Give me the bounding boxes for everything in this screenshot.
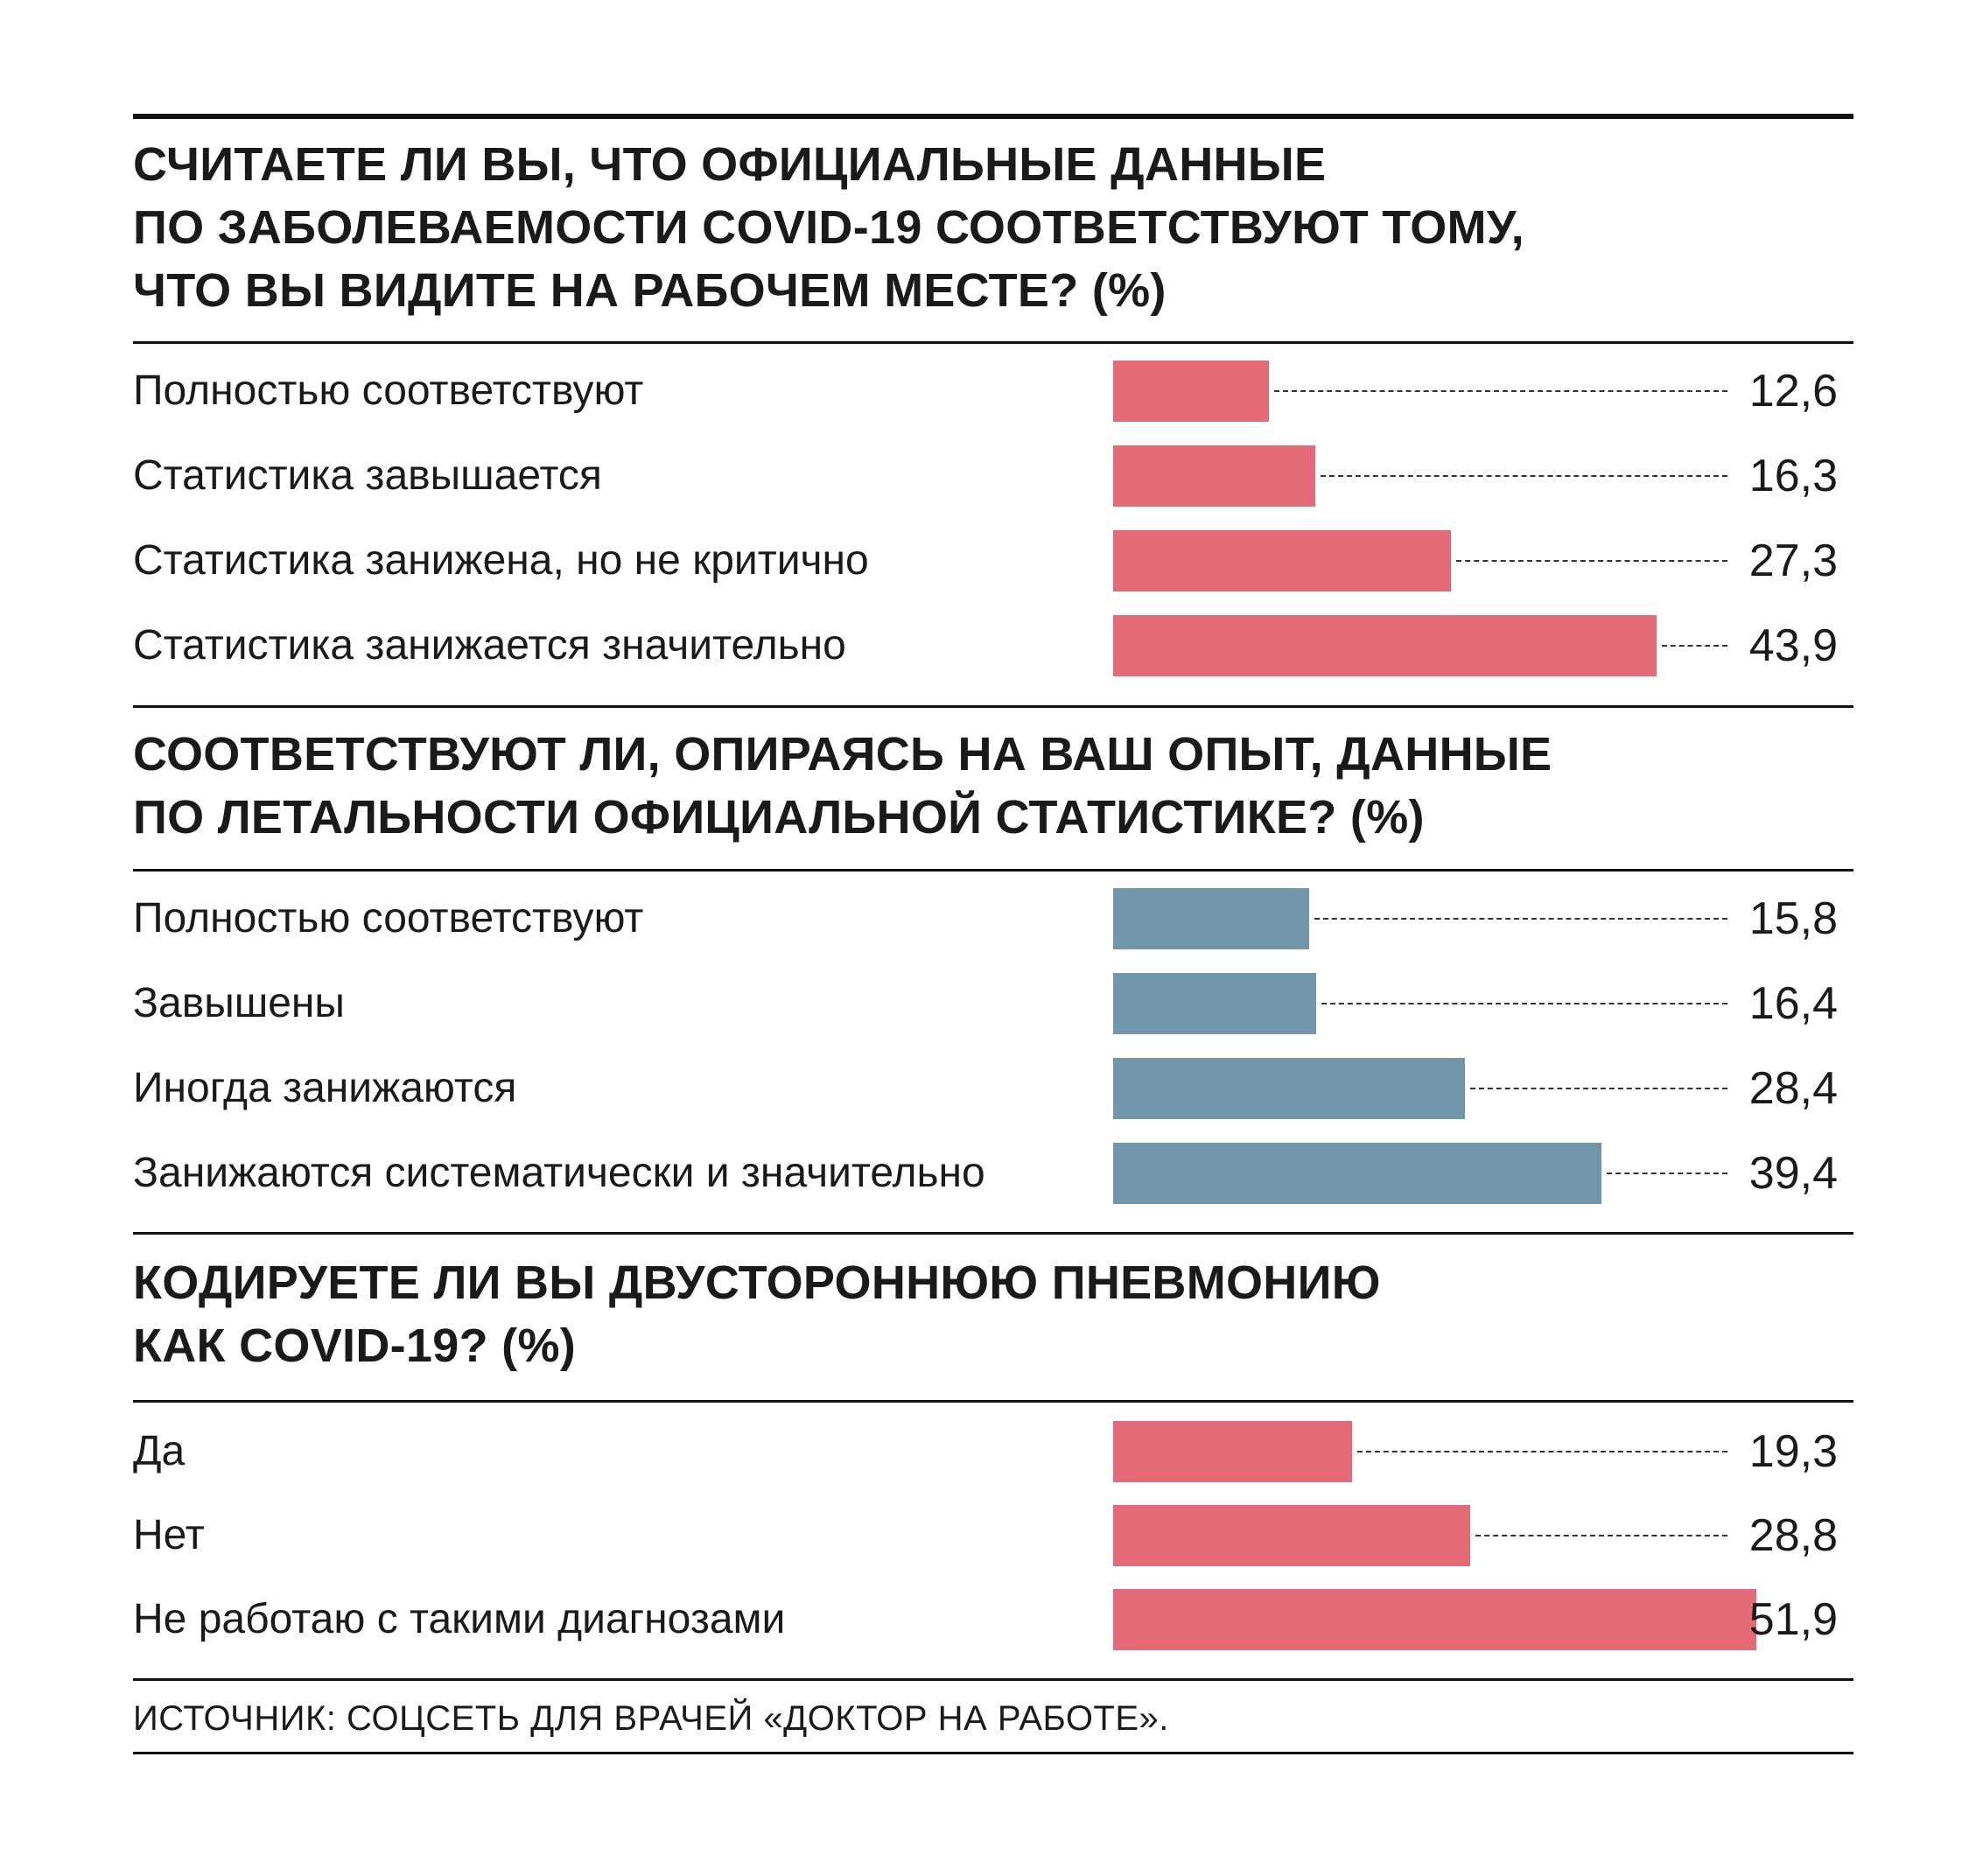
bar-leader-line [1274,390,1727,392]
bar-label: Завышены [133,980,345,1026]
chart-2-title-rule [133,869,1853,872]
bar [1113,1058,1465,1119]
bar-row [0,1421,1983,1482]
bar-value-label: 19,3 [1748,1426,1838,1477]
chart-2-title-line: СООТВЕТСТВУЮТ ЛИ, ОПИРАЯСЬ НА ВАШ ОПЫТ, ДАННЫЕ [133,728,1552,780]
bar-row [0,1058,1983,1119]
bar-label: Нет [133,1512,205,1558]
bar-row [0,1143,1983,1204]
bar-row [0,360,1983,422]
bar-row [0,973,1983,1034]
bar-label: Не работаю с такими диагнозами [133,1596,786,1642]
chart-1-title-line: ЧТО ВЫ ВИДИТЕ НА РАБОЧЕМ МЕСТЕ? (%) [133,264,1167,317]
bar-row [0,445,1983,507]
top-rule [133,114,1853,119]
chart-1-bottom-rule [133,705,1853,708]
chart-1-title [133,133,1853,322]
bar-value-label: 27,3 [1748,536,1838,586]
chart-1-title-line: ПО ЗАБОЛЕВАЕМОСТИ COVID-19 СООТВЕТСТВУЮТ ТОМУ, [133,201,1524,254]
bar-leader-line [1662,645,1727,647]
bar-label: Занижаются систематически и значительно [133,1150,985,1196]
bar-label: Иногда занижаются [133,1065,517,1111]
bar [1113,1505,1470,1566]
bar-label: Да [133,1428,186,1474]
chart-2-bottom-rule [133,1232,1853,1235]
bar-label: Статистика завышается [133,452,602,499]
bar-value-label: 16,4 [1748,978,1838,1029]
bar [1113,445,1315,507]
bar-leader-line [1607,1172,1727,1174]
bar-value-label: 16,3 [1748,451,1838,501]
bar-value-label: 43,9 [1748,620,1838,671]
bar-value-label: 39,4 [1748,1148,1838,1199]
bar [1113,1421,1352,1482]
bar-label: Статистика занижена, но не критично [133,537,869,584]
chart-3-title-line: КОДИРУЕТЕ ЛИ ВЫ ДВУСТОРОННЮЮ ПНЕВМОНИЮ [133,1256,1381,1309]
bar-value-label: 28,8 [1748,1510,1838,1561]
bar-row [0,888,1983,949]
bar [1113,530,1451,592]
bar-leader-line [1470,1088,1727,1089]
chart-3-title [133,1251,1853,1377]
bottom-rule [133,1752,1853,1754]
chart-1-title-rule [133,341,1853,344]
bar-row [0,615,1983,676]
bar-leader-line [1321,475,1727,477]
source-note: ИСТОЧНИК: СОЦСЕТЬ ДЛЯ ВРАЧЕЙ «ДОКТОР НА РАБОТЕ». [133,1699,1169,1738]
bar-row [0,530,1983,592]
bar [1113,360,1269,422]
bar-label: Полностью соответствуют [133,368,644,414]
bar-leader-line [1475,1535,1727,1536]
bar-row [0,1505,1983,1566]
bar-label: Статистика занижается значительно [133,622,846,668]
bar-leader-line [1357,1451,1727,1452]
bar-leader-line [1321,1003,1727,1004]
chart-3-bottom-rule [133,1678,1853,1681]
bar [1113,1589,1756,1650]
chart-2-title [133,723,1853,849]
chart-3-title-rule [133,1400,1853,1403]
bar [1113,1143,1601,1204]
bar [1113,888,1309,949]
bar-value-label: 12,6 [1748,366,1838,416]
bar-row [0,1589,1983,1650]
bar-value-label: 15,8 [1748,893,1838,944]
bar [1113,973,1316,1034]
bar-leader-line [1456,560,1727,562]
bar [1113,615,1657,676]
chart-1-title-line: СЧИТАЕТЕ ЛИ ВЫ, ЧТО ОФИЦИАЛЬНЫЕ ДАННЫЕ [133,138,1327,191]
bar-value-label: 51,9 [1748,1594,1838,1645]
chart-3-title-line: КАК COVID-19? (%) [133,1320,577,1372]
bar-leader-line [1314,918,1727,920]
bar-value-label: 28,4 [1748,1063,1838,1114]
bar-label: Полностью соответствуют [133,895,644,942]
chart-2-title-line: ПО ЛЕТАЛЬНОСТИ ОФИЦИАЛЬНОЙ СТАТИСТИКЕ? (%) [133,791,1425,844]
